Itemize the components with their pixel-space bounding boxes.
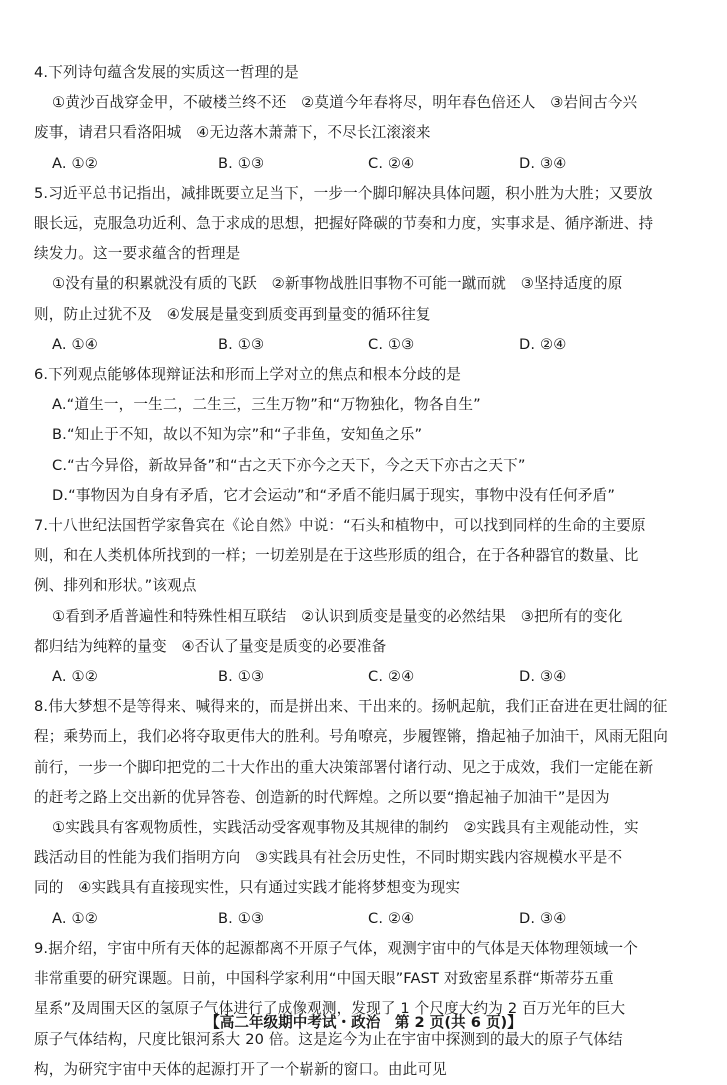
option-a: A. ①② (52, 668, 98, 686)
question-4 (34, 58, 702, 179)
option-d: D.“事物因为自身有矛盾，它才会运动”和“矛盾不能归属于现实，事物中没有任何矛盾” (52, 486, 616, 504)
question-stem: 9.据介绍，宇宙中所有天体的起源都离不开原子气体，观测宇宙中的气体是天体物理领域一个 (34, 939, 638, 957)
question-stem: 星系”及周围天区的氢原子气体进行了成像观测，发现了 1 个尺度大约为 2 百万光年的巨大 (34, 1000, 626, 1018)
option-a: A. ①④ (52, 335, 98, 353)
question-statements: ①没有量的积累就没有质的飞跃 ②新事物战胜旧事物不可能一蹴而就 ③坚持适度的原 (52, 275, 623, 293)
option-c: C. ①③ (368, 335, 415, 353)
question-statements: ①实践具有客观物质性，实践活动受客观事物及其规律的制约 ②实践具有主观能动性，实 (52, 819, 639, 837)
question-stem: 则，和在人类机体所找到的一样；一切差别是在于这些形质的组合，在于各种器官的数量、比 (34, 547, 639, 565)
option-d: D. ③④ (519, 154, 567, 172)
answer-options (34, 904, 702, 934)
question-stem: 6.下列观点能够体现辩证法和形而上学对立的焦点和根本分歧的是 (34, 366, 462, 384)
question-stem: 例、排列和形状。”该观点 (34, 577, 197, 595)
question-6 (34, 360, 702, 511)
answer-options (34, 330, 702, 360)
question-stem: 8.伟大梦想不是等得来、喊得来的，而是拼出来、干出来的。扬帆起航，我们正奋进在更壮阔的征 (34, 698, 668, 716)
question-stem: 4.下列诗句蕴含发展的实质这一哲理的是 (34, 64, 299, 81)
question-7 (34, 511, 702, 692)
option-d: D. ③④ (519, 668, 567, 686)
question-8 (34, 692, 702, 934)
question-stem: 续发力。这一要求蕴含的哲理是 (34, 245, 241, 263)
answer-options (34, 662, 702, 692)
answer-options (34, 149, 702, 179)
option-b: B. ①③ (218, 668, 265, 686)
question-stem: 原子气体结构，尺度比银河系大 20 倍。这是迄今为止在宇宙中探测到的最大的原子气体结 (34, 1030, 623, 1048)
question-statements: 践活动目的性能为我们指明方向 ③实践具有社会历史性，不同时期实践内容规模水平是不 (34, 849, 623, 867)
question-stem: 眼长远，克服急功近利、急于求成的思想，把握好降碳的节奏和力度，实事求是、循序渐进、持 (34, 215, 654, 233)
question-statements: ①看到矛盾普遍性和特殊性相互联结 ②认识到质变是量变的必然结果 ③把所有的变化 (52, 607, 623, 625)
question-statements: 则，防止过犹不及 ④发展是量变到质变再到量变的循环往复 (34, 305, 431, 323)
option-a: A.“道生一，一生二，二生三，三生万物”和“万物独化，物各自生” (52, 396, 481, 414)
option-b: B. ①③ (218, 909, 265, 927)
page-footer: 【高二年级期中考试・政治 第 2 页(共 6 页)】 (205, 1014, 522, 1031)
question-stem: 前行，一步一个脚印把党的二十大作出的重大决策部署付诸行动、见之于成效，我们一定能在新 (34, 758, 654, 776)
question-9 (34, 934, 702, 1085)
question-5 (34, 179, 702, 360)
question-statements: 废事，请君只看洛阳城 ④无边落木萧萧下，不尽长江滚滚来 (34, 124, 431, 142)
option-b: B.“知止于不知，故以不知为宗”和“子非鱼，安知鱼之乐” (52, 426, 423, 444)
option-c: C. ②④ (368, 909, 415, 927)
question-statements: ①黄沙百战穿金甲，不破楼兰终不还 ②莫道今年春将尽，明年春色倍还人 ③岩间古今兴 (52, 94, 638, 112)
option-d: D. ②④ (519, 335, 567, 353)
option-a: A. ①② (52, 909, 98, 927)
question-stem: 7.十八世纪法国哲学家鲁宾在《论自然》中说：“石头和植物中，可以找到同样的生命的主要原 (34, 517, 646, 535)
question-stem: 程；乘势而上，我们必将夺取更伟大的胜利。号角嘹亮，步履铿锵，撸起袖子加油干，风雨无阻向 (34, 728, 668, 746)
option-d: D. ③④ (519, 909, 567, 927)
question-statements: 都归结为纯粹的量变 ④否认了量变是质变的必要准备 (34, 637, 387, 655)
option-a: A. ①② (52, 154, 98, 172)
option-c: C. ②④ (368, 154, 415, 172)
option-c: C. ②④ (368, 668, 415, 686)
option-c: C.“古今异俗，新故异备”和“古之天下亦今之天下，今之天下亦古之天下” (52, 456, 526, 474)
question-stem: 5.习近平总书记指出，减排既要立足当下，一步一个脚印解决具体问题，积小胜为大胜；又要放 (34, 184, 653, 202)
question-stem: 的赶考之路上交出新的优异答卷、创造新的时代辉煌。之所以要“撸起袖子加油干”是因为 (34, 788, 610, 806)
option-b: B. ①③ (218, 154, 265, 172)
question-statements: 同的 ④实践具有直接现实性，只有通过实践才能将梦想变为现实 (34, 879, 461, 897)
question-stem: 构，为研究宇宙中天体的起源打开了一个崭新的窗口。由此可见 (34, 1060, 447, 1078)
question-stem: 非常重要的研究课题。日前，中国科学家利用“中国天眼”FAST 对致密星系群“斯蒂芬五重 (34, 970, 614, 988)
option-b: B. ①③ (218, 335, 265, 353)
question-list (34, 58, 702, 1085)
